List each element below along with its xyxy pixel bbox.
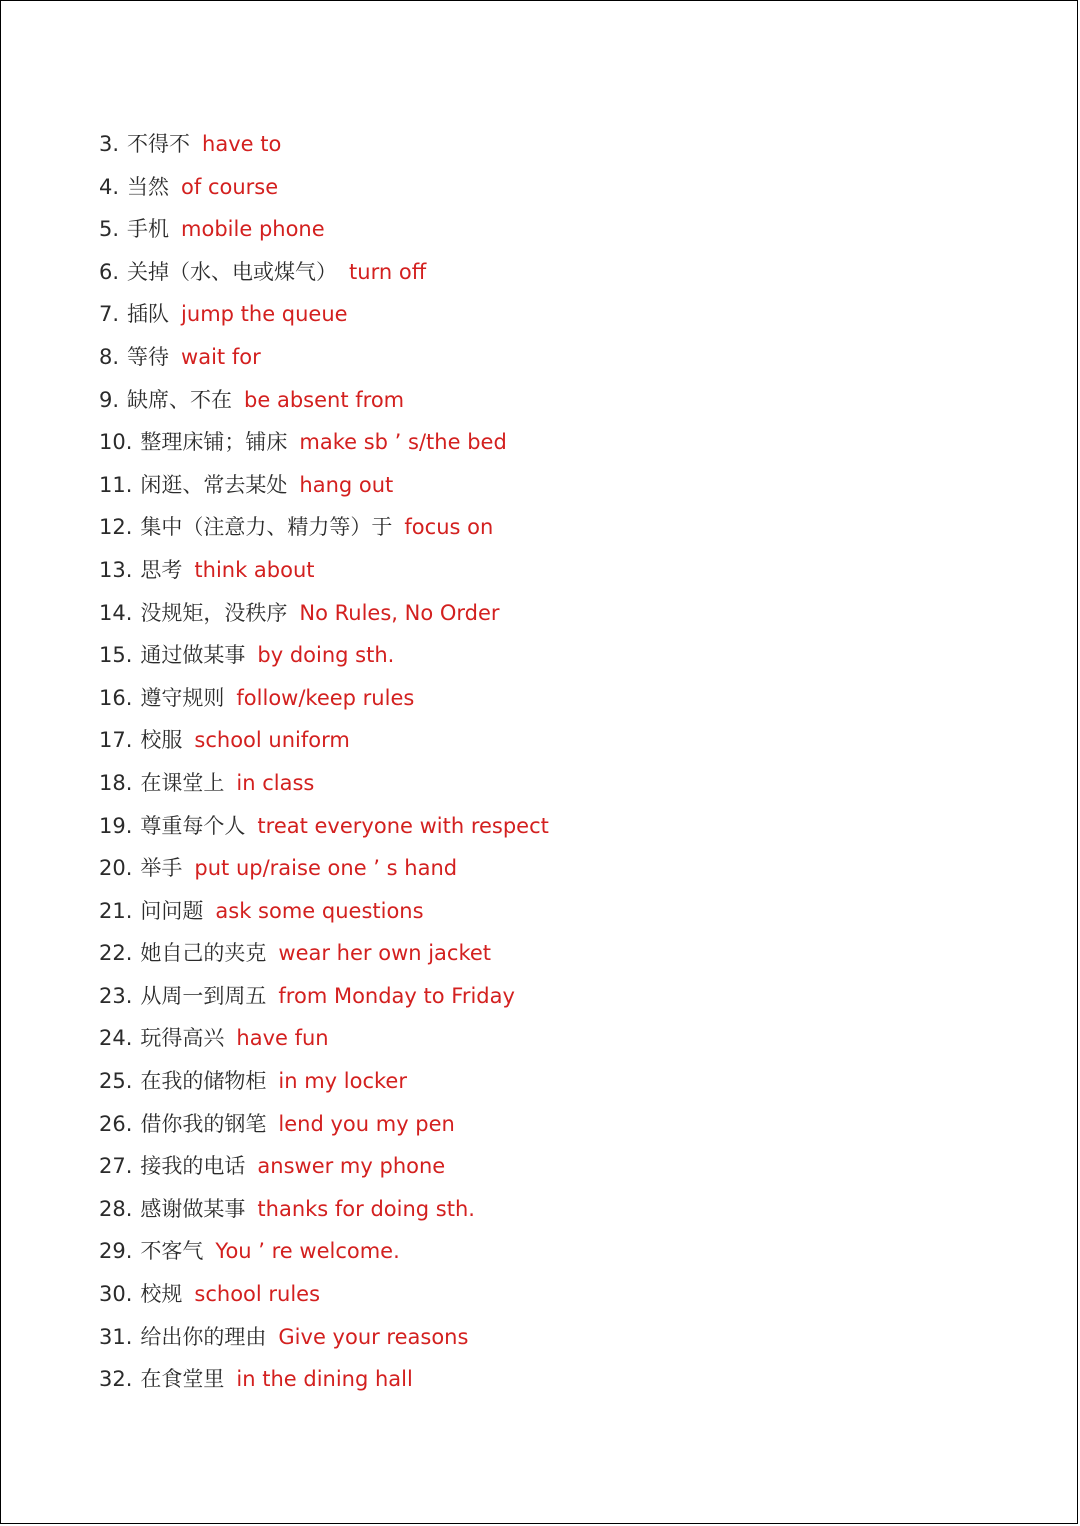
list-item xyxy=(99,805,549,848)
english-phrase: make sb ’ s/the bed xyxy=(299,430,507,455)
chinese-phrase: 没规矩，没秩序 xyxy=(140,600,288,625)
english-phrase: ask some questions xyxy=(215,898,424,923)
english-phrase: lend you my pen xyxy=(278,1111,455,1136)
chinese-phrase: 思考 xyxy=(140,557,183,582)
english-phrase: have to xyxy=(202,132,282,156)
chinese-phrase: 在课堂上 xyxy=(140,770,225,795)
chinese-phrase: 在食堂里 xyxy=(140,1367,225,1392)
list-item xyxy=(99,1103,549,1146)
chinese-phrase: 在我的储物柜 xyxy=(140,1069,267,1094)
chinese-phrase: 当然 xyxy=(127,174,170,199)
english-phrase: thanks for doing sth. xyxy=(257,1196,475,1221)
english-phrase: be absent from xyxy=(244,387,405,412)
chinese-phrase: 整理床铺；铺床 xyxy=(140,430,288,455)
list-item xyxy=(99,1188,549,1231)
list-item xyxy=(99,1316,549,1359)
english-phrase: mobile phone xyxy=(181,217,325,242)
item-number: 17. xyxy=(99,728,133,753)
item-number: 5. xyxy=(99,217,120,242)
english-phrase: focus on xyxy=(404,515,494,540)
chinese-phrase: 举手 xyxy=(140,856,183,881)
item-number: 4. xyxy=(99,174,120,199)
item-number: 3. xyxy=(99,132,120,156)
chinese-phrase: 尊重每个人 xyxy=(140,813,246,838)
english-phrase: put up/raise one ’ s hand xyxy=(194,856,458,881)
chinese-phrase: 不得不 xyxy=(127,132,191,156)
chinese-phrase: 遵守规则 xyxy=(140,685,225,710)
english-phrase: jump the queue xyxy=(181,302,348,327)
item-number: 16. xyxy=(99,685,133,710)
english-phrase: turn off xyxy=(349,259,427,284)
chinese-phrase: 等待 xyxy=(127,344,170,369)
list-item xyxy=(99,293,549,336)
chinese-phrase: 关掉（水、电或煤气） xyxy=(127,259,338,284)
list-item xyxy=(99,421,549,464)
list-item xyxy=(99,1017,549,1060)
item-number: 13. xyxy=(99,557,133,582)
chinese-phrase: 她自己的夹克 xyxy=(140,941,267,966)
english-phrase: of course xyxy=(181,174,279,199)
list-item xyxy=(99,932,549,975)
list-item xyxy=(99,336,549,379)
phrase-list xyxy=(99,123,549,1401)
list-item xyxy=(99,847,549,890)
english-phrase: in the dining hall xyxy=(236,1367,413,1392)
chinese-phrase: 不客气 xyxy=(140,1239,204,1264)
item-number: 26. xyxy=(99,1111,133,1136)
item-number: 27. xyxy=(99,1154,133,1179)
english-phrase: think about xyxy=(194,557,315,582)
item-number: 8. xyxy=(99,344,120,369)
chinese-phrase: 校规 xyxy=(140,1282,183,1307)
chinese-phrase: 校服 xyxy=(140,728,183,753)
item-number: 14. xyxy=(99,600,133,625)
item-number: 18. xyxy=(99,770,133,795)
english-phrase: school rules xyxy=(194,1282,321,1307)
list-item xyxy=(99,890,549,933)
english-phrase: by doing sth. xyxy=(257,643,395,668)
english-phrase: answer my phone xyxy=(257,1154,446,1179)
item-number: 25. xyxy=(99,1069,133,1094)
item-number: 12. xyxy=(99,515,133,540)
english-phrase: treat everyone with respect xyxy=(257,813,549,838)
item-number: 22. xyxy=(99,941,133,966)
list-item xyxy=(99,251,549,294)
list-item xyxy=(99,1145,549,1188)
list-item xyxy=(99,166,549,209)
chinese-phrase: 手机 xyxy=(127,217,170,242)
item-number: 23. xyxy=(99,983,133,1008)
english-phrase: have fun xyxy=(236,1026,329,1051)
chinese-phrase: 接我的电话 xyxy=(140,1154,246,1179)
item-number: 7. xyxy=(99,302,120,327)
list-item xyxy=(99,506,549,549)
item-number: 21. xyxy=(99,898,133,923)
english-phrase: from Monday to Friday xyxy=(278,983,515,1008)
list-item xyxy=(99,1358,549,1401)
list-item xyxy=(99,1230,549,1273)
chinese-phrase: 感谢做某事 xyxy=(140,1196,246,1221)
item-number: 15. xyxy=(99,643,133,668)
list-item xyxy=(99,592,549,635)
item-number: 31. xyxy=(99,1324,133,1349)
chinese-phrase: 集中（注意力、精力等）于 xyxy=(140,515,393,540)
list-item xyxy=(99,464,549,507)
chinese-phrase: 通过做某事 xyxy=(140,643,246,668)
chinese-phrase: 闲逛、常去某处 xyxy=(140,472,288,497)
list-item xyxy=(99,1060,549,1103)
english-phrase: in class xyxy=(236,770,315,795)
chinese-phrase: 插队 xyxy=(127,302,170,327)
english-phrase: You ’ re welcome. xyxy=(215,1239,400,1264)
list-item xyxy=(99,677,549,720)
item-number: 29. xyxy=(99,1239,133,1264)
english-phrase: in my locker xyxy=(278,1069,407,1094)
list-item xyxy=(99,762,549,805)
english-phrase: hang out xyxy=(299,472,394,497)
chinese-phrase: 问问题 xyxy=(140,898,204,923)
item-number: 20. xyxy=(99,856,133,881)
chinese-phrase: 从周一到周五 xyxy=(140,983,267,1008)
list-item xyxy=(99,719,549,762)
chinese-phrase: 缺席、不在 xyxy=(127,387,233,412)
list-item xyxy=(99,1273,549,1316)
item-number: 28. xyxy=(99,1196,133,1221)
list-item xyxy=(99,379,549,422)
list-item xyxy=(99,975,549,1018)
item-number: 19. xyxy=(99,813,133,838)
chinese-phrase: 玩得高兴 xyxy=(140,1026,225,1051)
list-item xyxy=(99,208,549,251)
english-phrase: follow/keep rules xyxy=(236,685,415,710)
english-phrase: No Rules, No Order xyxy=(299,600,500,625)
item-number: 10. xyxy=(99,430,133,455)
item-number: 24. xyxy=(99,1026,133,1051)
english-phrase: Give your reasons xyxy=(278,1324,469,1349)
item-number: 11. xyxy=(99,472,133,497)
item-number: 30. xyxy=(99,1282,133,1307)
list-item xyxy=(99,634,549,677)
english-phrase: wear her own jacket xyxy=(278,941,492,966)
item-number: 6. xyxy=(99,259,120,284)
chinese-phrase: 借你我的钢笔 xyxy=(140,1111,267,1136)
english-phrase: wait for xyxy=(181,344,261,369)
list-item xyxy=(99,549,549,592)
item-number: 9. xyxy=(99,387,120,412)
item-number: 32. xyxy=(99,1367,133,1392)
list-item xyxy=(99,123,549,166)
chinese-phrase: 给出你的理由 xyxy=(140,1324,267,1349)
english-phrase: school uniform xyxy=(194,728,350,753)
